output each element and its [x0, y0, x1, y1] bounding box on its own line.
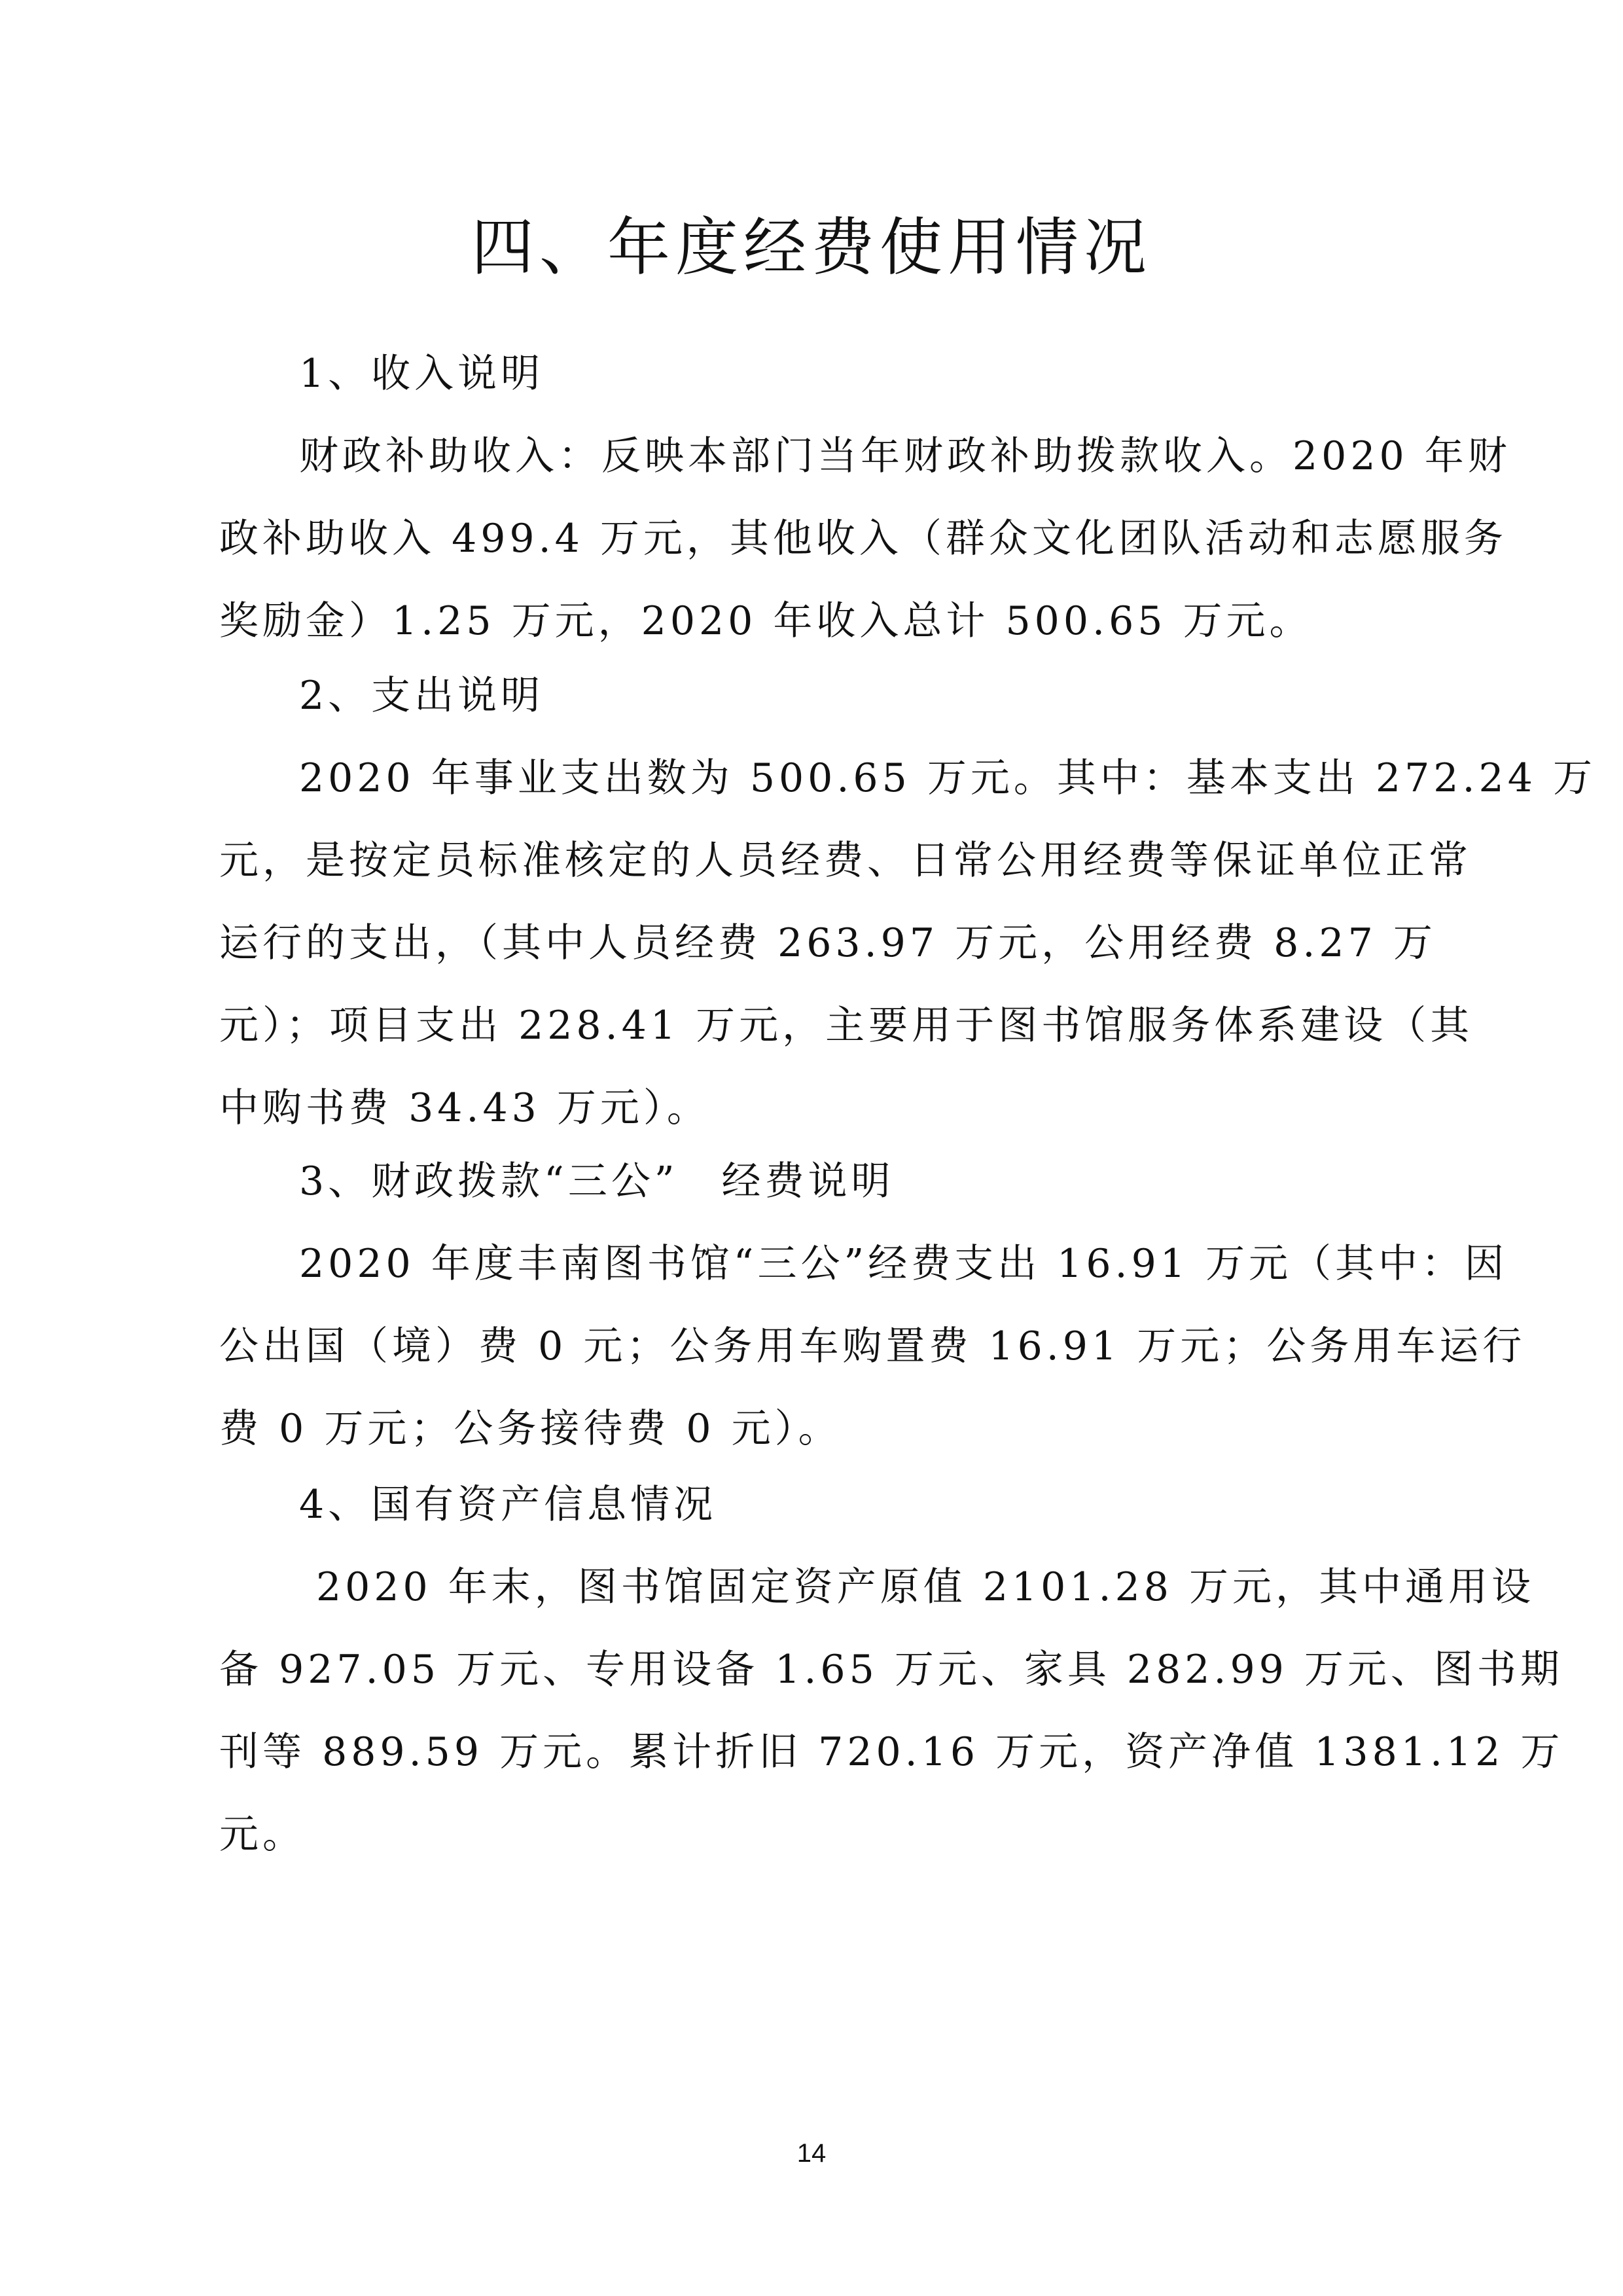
paragraph-line: 元，是按定员标准核定的人员经费、日常公用经费等保证单位正常 [219, 838, 1472, 884]
paragraph-line: 运行的支出，（其中人员经费 263.97 万元，公用经费 8.27 万 [219, 920, 1436, 966]
section-assets [219, 1463, 1564, 1876]
paragraph-line: 元。 [219, 1812, 306, 1857]
section-heading: 2、支出说明 [299, 673, 544, 719]
paragraph-line: 政补助收入 499.4 万元，其他收入（群众文化团队活动和志愿服务 [219, 516, 1507, 562]
section-income [219, 332, 1511, 662]
paragraph-line: 2020 年度丰南图书馆“三公”经费支出 16.91 万元（其中：因 [299, 1241, 1508, 1287]
paragraph-line: 财政补助收入：反映本部门当年财政补助拨款收入。2020 年财 [299, 433, 1511, 479]
paragraph-line: 2020 年末，图书馆固定资产原值 2101.28 万元，其中通用设 [316, 1564, 1535, 1610]
paragraph-line: 备 927.05 万元、专用设备 1.65 万元、家具 282.99 万元、图书期 [219, 1647, 1563, 1693]
paragraph-line: 刊等 889.59 万元。累计折旧 720.16 万元，资产净值 1381.12 万 [219, 1729, 1564, 1775]
section-heading: 1、收入说明 [299, 351, 544, 397]
paragraph-line: 2020 年事业支出数为 500.65 万元。其中：基本支出 272.24 万 [299, 755, 1596, 801]
paragraph-line: 费 0 万元；公务接待费 0 元）。 [219, 1406, 842, 1452]
section-expenditure [219, 655, 1596, 1149]
section-heading: 3、财政拨款“三公” 经费说明 [299, 1158, 895, 1204]
section-three-public [219, 1140, 1526, 1470]
paragraph-line: 中购书费 34.43 万元）。 [219, 1085, 710, 1131]
page-number: 14 [796, 2139, 827, 2168]
paragraph-line: 公出国（境）费 0 元；公务用车购置费 16.91 万元；公务用车运行 [219, 1323, 1526, 1369]
paragraph-line: 奖励金）1.25 万元，2020 年收入总计 500.65 万元。 [219, 598, 1313, 644]
paragraph-line: 元）；项目支出 228.41 万元，主要用于图书馆服务体系建设（其 [219, 1003, 1474, 1049]
page-title: 四、年度经费使用情况 [471, 211, 1152, 284]
section-heading: 4、国有资产信息情况 [299, 1482, 717, 1528]
